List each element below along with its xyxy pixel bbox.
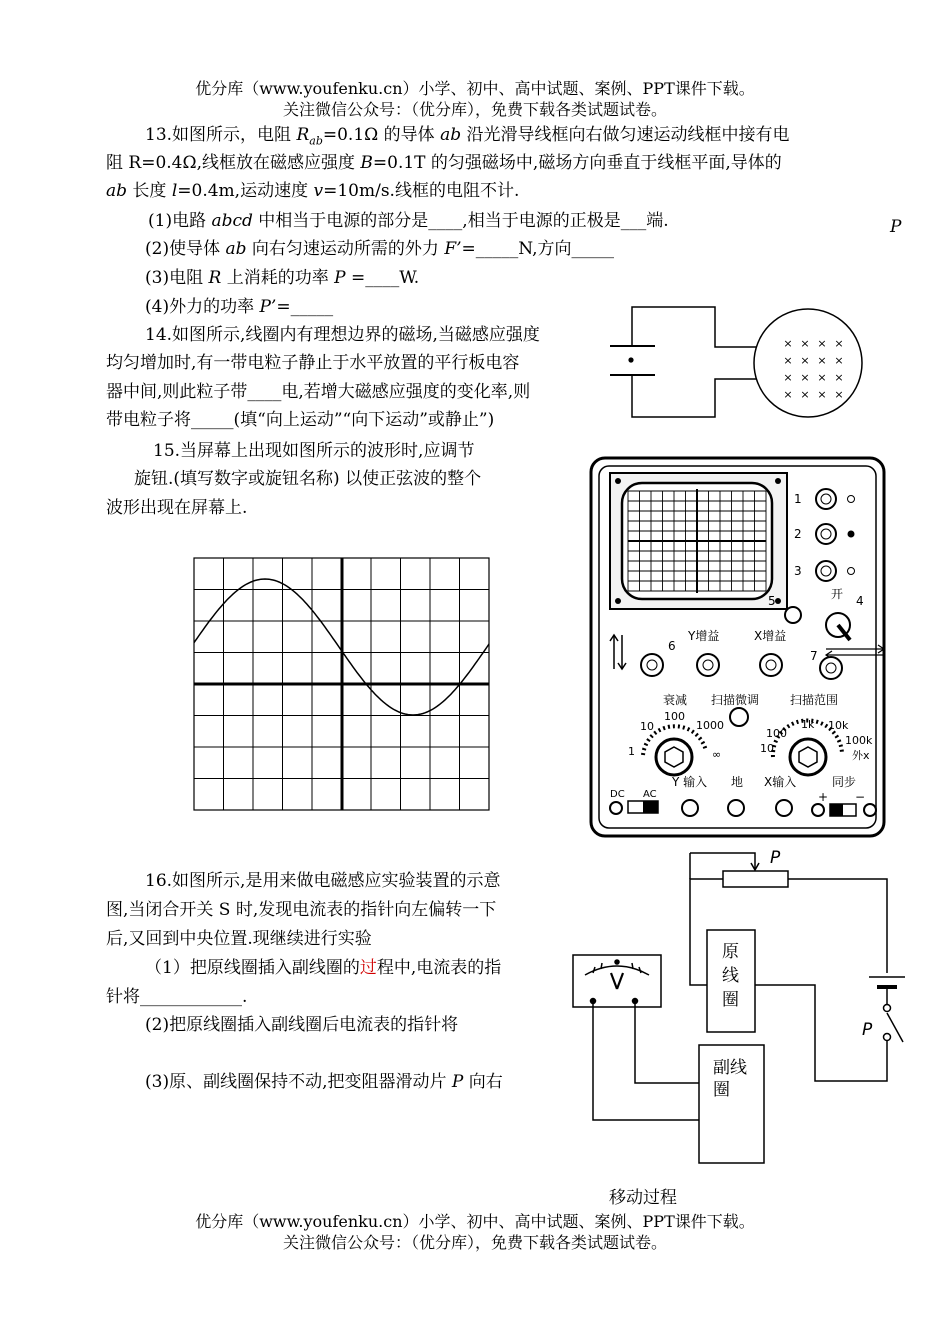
field-cross: × — [834, 337, 844, 350]
field-cross: × — [800, 354, 810, 367]
charged-particle — [628, 357, 633, 362]
field-cross: × — [817, 337, 827, 350]
secondary-coil-label: 副线圈 — [713, 1058, 747, 1100]
ac-label: AC — [643, 789, 657, 800]
field-cross: × — [783, 371, 793, 384]
field-cross: × — [817, 371, 827, 384]
terminal-x-input[interactable] — [776, 800, 792, 816]
shift-knob-6[interactable] — [641, 654, 663, 676]
q16-sub-2: (2)把原线圈插入副线圈后电流表的指针将 — [145, 1015, 459, 1035]
q14-figure — [600, 295, 865, 430]
q16-line-2: 图,当闭合开关 S 时,发现电流表的指针向左偏转一下 — [106, 900, 497, 920]
q16-sub-3: (3)原、副线圈保持不动,把变阻器滑动片 P 向右 — [145, 1072, 503, 1092]
range-ext: 外x — [852, 749, 870, 762]
q13-line-1: 13.如图所示，电阻 $R_{ab}=0.1\Omega$ 的导体 ab 沿光滑导线框向右做匀速运动线框中接有电 — [145, 125, 790, 148]
q13-sub-2: (2)使导体 ab 向右匀速运动所需的外力 F’=_____N,方向_____ — [145, 239, 614, 259]
knob-1[interactable] — [816, 489, 836, 509]
field-cross: × — [817, 388, 827, 401]
dc-ac-switch[interactable] — [628, 801, 658, 813]
q13-line-2: 阻 R=0.4Ω,线框放在磁感应强度 B=0.1T 的匀强磁场中,磁场方向垂直于线框平面,导体的 — [106, 153, 782, 173]
att-1000: 1000 — [696, 719, 724, 732]
field-cross: × — [783, 337, 793, 350]
range-100k: 100k — [845, 734, 873, 747]
field-cross: × — [834, 388, 844, 401]
field-cross: × — [783, 354, 793, 367]
knob-5[interactable] — [785, 607, 801, 623]
attenuation-label: 衰减 — [663, 693, 688, 707]
q16-sub-1-cont: 针将____________. — [106, 987, 248, 1007]
oscilloscope — [588, 455, 888, 840]
q13-line-3: ab 长度 l=0.4m,运动速度 v=10m/s.线框的电阻不计. — [106, 181, 520, 201]
q14-line-2: 均匀增加时,有一带电粒子静止于水平放置的平行板电容 — [106, 353, 520, 373]
field-cross: × — [834, 354, 844, 367]
x-gain-knob[interactable] — [760, 654, 782, 676]
x-input-label: X输入 — [764, 775, 797, 789]
rheostat-p-label: P — [770, 848, 781, 868]
switch-p-label: P — [862, 1020, 873, 1040]
q14-line-4: 带电粒子将_____(填“向上运动”“向下运动”或静止”) — [106, 410, 495, 430]
range-10b: 10 — [760, 742, 774, 755]
sweep-fine-knob[interactable] — [730, 708, 748, 726]
knob-3-label: 3 — [794, 564, 802, 578]
knob-6-label: 6 — [668, 639, 676, 653]
knob-5-label: 5 — [768, 594, 776, 608]
knob-4-label: 4 — [856, 594, 864, 608]
field-cross: × — [800, 388, 810, 401]
field-cross: × — [783, 388, 793, 401]
terminal-ground[interactable] — [728, 800, 744, 816]
y-gain-knob[interactable] — [697, 654, 719, 676]
q13-sub-4: (4)外力的功率 P’=_____ — [145, 297, 334, 317]
att-100: 100 — [664, 710, 685, 723]
q15-line-2: 旋钮.(填写数字或旋钮名称) 以使正弦波的整个 — [134, 469, 482, 489]
dc-label: DC — [610, 789, 625, 800]
header-line-1: 优分库（www.youfenku.cn）小学、初中、高中试题、案例、PPT课件下载。 — [195, 79, 755, 98]
primary-coil-label: 原线圈 — [722, 942, 739, 1010]
att-1: 1 — [628, 745, 635, 758]
ground-label: 地 — [731, 775, 744, 789]
q16-line-1: 16.如图所示,是用来做电磁感应实验装置的示意 — [145, 871, 501, 891]
rheostat — [723, 871, 788, 887]
att-10: 10 — [640, 720, 654, 733]
q16-tail: 移动过程 — [609, 1188, 677, 1208]
x-gain-label: X增益 — [754, 629, 787, 643]
knob-3[interactable] — [816, 561, 836, 581]
field-cross: × — [817, 354, 827, 367]
knob-2-label: 2 — [794, 527, 802, 541]
sync-label: 同步 — [832, 775, 857, 789]
field-cross: × — [800, 337, 810, 350]
sweep-fine-label: 扫描微调 — [711, 693, 760, 707]
shift-knob-7[interactable] — [820, 657, 842, 679]
q16-sub-1: （1）把原线圈插入副线圈的过程中,电流表的指 — [145, 958, 502, 978]
header-line-2: 关注微信公众号：（优分库），免费下载各类试题试卷。 — [282, 100, 667, 119]
range-100: 100 — [766, 727, 787, 740]
field-cross: × — [800, 371, 810, 384]
footer-line-1: 优分库（www.youfenku.cn）小学、初中、高中试题、案例、PPT课件下载。 — [195, 1212, 755, 1231]
indicator-2 — [848, 531, 855, 538]
range-10k: 10k — [828, 719, 849, 732]
footer-line-2: 关注微信公众号：（优分库），免费下载各类试题试卷。 — [282, 1233, 667, 1252]
minus-label: − — [855, 790, 866, 804]
knob-2[interactable] — [816, 524, 836, 544]
knob-7-label: 7 — [810, 649, 818, 663]
q15-line-3: 波形出现在屏幕上. — [106, 498, 248, 518]
q13-side-p: P — [890, 217, 902, 237]
sync-switch[interactable] — [830, 804, 856, 816]
knob-1-label: 1 — [794, 492, 802, 506]
q14-line-1: 14.如图所示,线圈内有理想边界的磁场,当磁感应强度 — [145, 325, 540, 345]
attenuation-knob[interactable] — [656, 739, 692, 775]
q13-sub-3: (3)电阻 R 上消耗的功率 P =____W. — [145, 268, 420, 288]
terminal-y-input[interactable] — [682, 800, 698, 816]
q15-line-1: 15.当屏幕上出现如图所示的波形时,应调节 — [153, 441, 475, 461]
terminal-dc[interactable] — [610, 802, 622, 814]
y-input-label: Y 输入 — [672, 775, 708, 789]
terminal-sync-plus[interactable] — [812, 804, 824, 816]
range-1k: 1k — [801, 718, 815, 731]
sweep-range-label: 扫描范围 — [790, 693, 839, 707]
sweep-range-knob[interactable] — [790, 739, 826, 775]
waveform-screen — [193, 557, 491, 813]
q16-line-3: 后,又回到中央位置.现继续进行实验 — [106, 929, 372, 949]
q14-line-3: 器中间,则此粒子带____电,若增大磁感应强度的变化率,则 — [106, 382, 531, 402]
power-label: 开 — [831, 587, 844, 601]
q13-sub-1: (1)电路 abcd 中相当于电源的部分是____,相当于电源的正极是___端. — [148, 211, 669, 231]
q16-circuit — [565, 845, 915, 1175]
terminal-sync-minus[interactable] — [864, 804, 876, 816]
y-gain-label: Y增益 — [688, 629, 720, 643]
plus-label: + — [818, 790, 829, 804]
field-cross: × — [834, 371, 844, 384]
att-inf: ∞ — [712, 748, 722, 761]
